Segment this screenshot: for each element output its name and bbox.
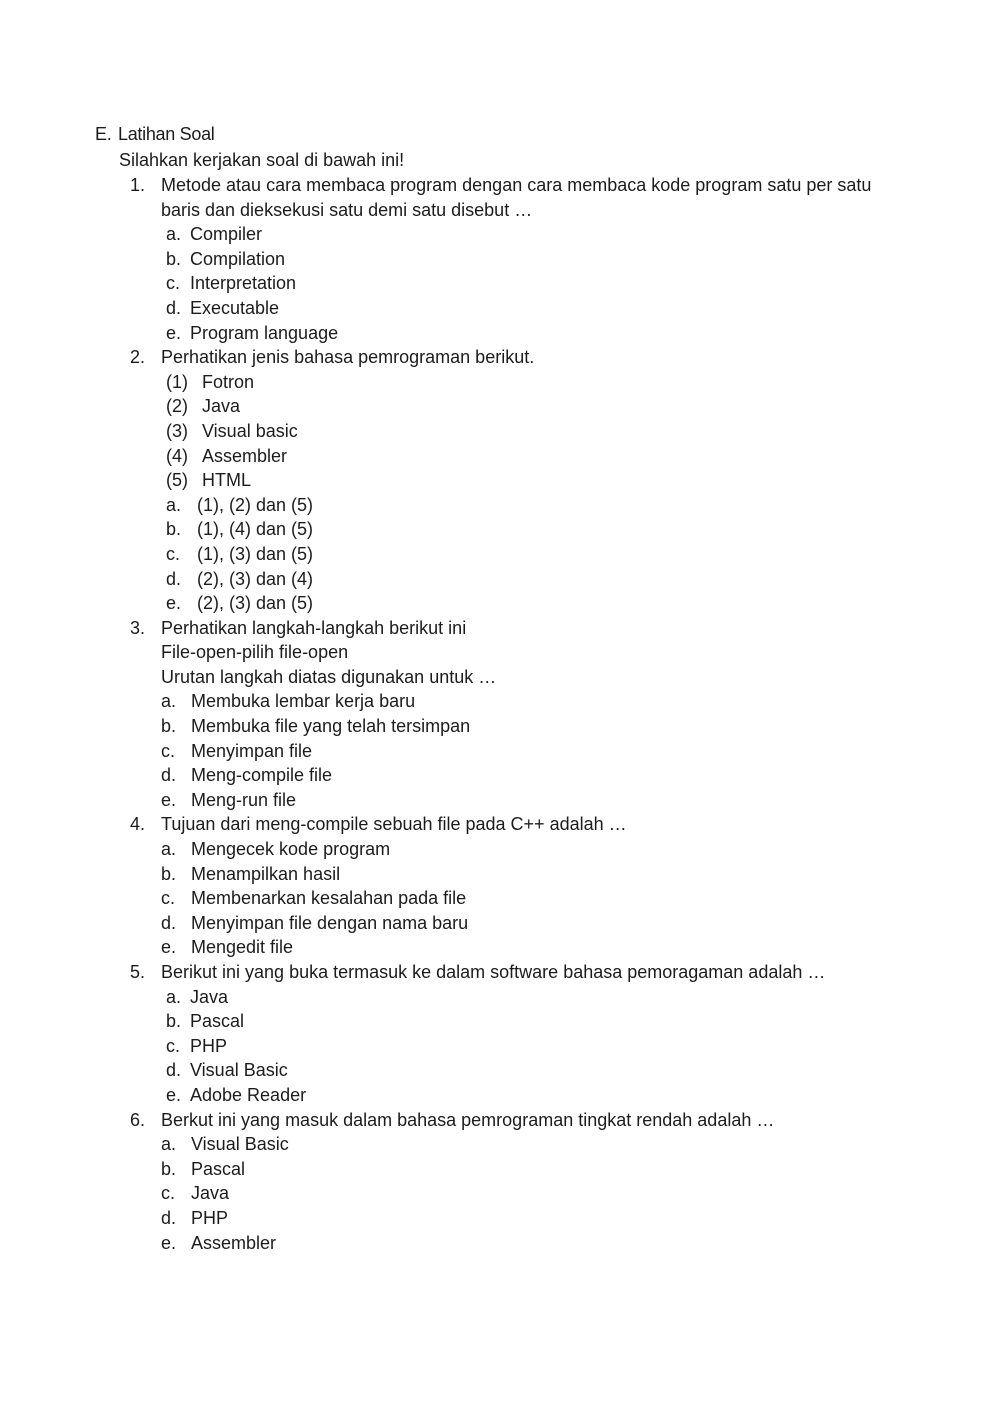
answer-choice	[161, 1058, 900, 1083]
choice-text: Mengedit file	[191, 937, 294, 958]
choice-label: e.	[161, 789, 177, 810]
answer-choice	[161, 271, 900, 296]
answer-choice	[161, 591, 900, 616]
choice-label: c.	[166, 543, 181, 564]
answer-choice	[161, 739, 900, 764]
answer-choice	[161, 1157, 900, 1182]
answer-choice	[161, 1231, 900, 1256]
section-title: Latihan Soal	[118, 124, 215, 144]
question-text: Berkut ini yang masuk dalam bahasa pemrograman tingkat rendah adalah …	[161, 1109, 775, 1130]
choice-text: Menampilkan hasil	[191, 863, 341, 884]
choice-label: e.	[166, 1084, 182, 1105]
answer-choice	[161, 788, 900, 813]
answer-choice	[161, 222, 900, 247]
answer-choice	[161, 1206, 900, 1231]
item-label: (5)	[166, 470, 188, 491]
answer-choice	[161, 542, 900, 567]
choice-text: Membuka lembar kerja baru	[191, 691, 416, 712]
answer-choice	[161, 517, 900, 542]
question-number: 2.	[130, 347, 146, 368]
question-3	[0, 616, 1000, 813]
question-list	[0, 173, 1000, 1255]
answer-choice	[161, 689, 900, 714]
choice-text: PHP	[190, 1035, 228, 1056]
choice-text: (2), (3) dan (5)	[197, 593, 314, 614]
question-text: Metode atau cara membaca program dengan cara membaca kode program satu per satu baris dan dieksekusi satu demi satu disebut …	[161, 175, 872, 220]
choice-label: b.	[166, 248, 182, 269]
question-1	[0, 173, 1000, 345]
choice-text: Compiler	[190, 224, 263, 245]
list-item	[161, 444, 900, 469]
choice-text: Compilation	[190, 248, 286, 269]
choice-text: (2), (3) dan (4)	[197, 568, 314, 589]
item-text: Java	[202, 396, 241, 417]
question-2	[0, 345, 1000, 616]
answer-choice	[161, 567, 900, 592]
choice-label: d.	[161, 912, 177, 933]
question-number: 4.	[130, 814, 146, 835]
list-item	[161, 370, 900, 395]
choice-label: c.	[161, 740, 176, 761]
choice-label: e.	[166, 322, 182, 343]
item-text: HTML	[202, 470, 251, 491]
answer-choice	[161, 1083, 900, 1108]
choice-text: (1), (3) dan (5)	[197, 543, 314, 564]
choice-label: d.	[166, 568, 182, 589]
choice-text: Java	[191, 1183, 230, 1204]
choice-text: Mengecek kode program	[191, 839, 391, 860]
list-item	[161, 394, 900, 419]
section-letter: E.	[95, 124, 112, 144]
choice-text: Assembler	[191, 1232, 277, 1253]
answer-choices	[161, 222, 900, 345]
answer-choice	[161, 1034, 900, 1059]
choice-text: Interpretation	[190, 273, 297, 294]
answer-choice	[161, 862, 900, 887]
answer-choices	[161, 689, 900, 812]
item-label: (2)	[166, 396, 188, 417]
choice-text: Visual Basic	[190, 1060, 288, 1081]
answer-choice	[161, 1181, 900, 1206]
choice-text: Menyimpan file	[191, 740, 313, 761]
choice-text: Executable	[190, 297, 280, 318]
question-steps: File-open-pilih file-open	[161, 642, 349, 663]
item-label: (1)	[166, 371, 188, 392]
choice-text: Visual Basic	[191, 1134, 289, 1155]
choice-label: a.	[166, 986, 182, 1007]
choice-label: b.	[161, 716, 177, 737]
answer-choices	[161, 985, 900, 1108]
answer-choice	[161, 321, 900, 346]
question-4	[0, 812, 1000, 960]
question-number: 5.	[130, 962, 146, 982]
item-text: Fotron	[202, 371, 255, 392]
choice-text: (1), (4) dan (5)	[197, 519, 314, 540]
item-label: (3)	[166, 420, 188, 441]
choice-text: Program language	[190, 322, 339, 343]
answer-choice	[161, 296, 900, 321]
answer-choice	[161, 935, 900, 960]
answer-choice	[161, 493, 900, 518]
choice-text: (1), (2) dan (5)	[197, 494, 314, 515]
choice-text: Java	[190, 986, 229, 1007]
choice-label: c.	[166, 1035, 181, 1056]
choice-label: e.	[161, 937, 177, 958]
choice-text: Adobe Reader	[190, 1084, 307, 1105]
choice-text: Membuka file yang telah tersimpan	[191, 716, 471, 737]
question-text: Perhatikan jenis bahasa pemrograman berikut.	[161, 347, 535, 368]
list-item	[161, 468, 900, 493]
choice-label: d.	[166, 297, 182, 318]
choice-label: b.	[161, 863, 177, 884]
answer-choice	[161, 1009, 900, 1034]
question-text: Berikut ini yang buka termasuk ke dalam software bahasa pemoragaman adalah …	[161, 962, 826, 982]
choice-text: Pascal	[191, 1158, 246, 1179]
choice-label: a.	[161, 839, 177, 860]
answer-choice	[161, 247, 900, 272]
section-heading	[95, 122, 214, 146]
question-number: 6.	[130, 1109, 146, 1130]
choice-label: c.	[166, 273, 181, 294]
choice-text: Menyimpan file dengan nama baru	[191, 912, 469, 933]
answer-choices	[161, 1132, 900, 1255]
question-number: 3.	[130, 617, 146, 638]
choice-label: a.	[161, 691, 177, 712]
list-item	[161, 419, 900, 444]
choice-label: a.	[161, 1134, 177, 1155]
question-text: Perhatikan langkah-langkah berikut ini	[161, 617, 467, 638]
answer-choice	[161, 763, 900, 788]
choice-text: PHP	[191, 1207, 229, 1228]
answer-choice	[161, 886, 900, 911]
item-text: Visual basic	[202, 420, 298, 441]
question-prompt: Urutan langkah diatas digunakan untuk …	[161, 666, 497, 687]
answer-choice	[161, 911, 900, 936]
choice-label: d.	[166, 1060, 182, 1081]
choice-text: Meng-compile file	[191, 765, 333, 786]
choice-label: b.	[166, 1011, 182, 1032]
question-number: 1.	[130, 175, 146, 195]
item-label: (4)	[166, 445, 188, 466]
choice-text: Meng-run file	[191, 789, 297, 810]
choice-label: e.	[166, 593, 182, 614]
choice-text: Pascal	[190, 1011, 245, 1032]
item-text: Assembler	[202, 445, 288, 466]
choice-label: a.	[166, 494, 182, 515]
choice-label: b.	[161, 1158, 177, 1179]
question-5	[0, 960, 1000, 1108]
question-6	[0, 1108, 1000, 1256]
choice-label: c.	[161, 888, 176, 909]
question-text: Tujuan dari meng-compile sebuah file pada C++ adalah …	[161, 814, 627, 835]
answer-choice	[161, 714, 900, 739]
answer-choice	[161, 1132, 900, 1157]
choice-label: e.	[161, 1232, 177, 1253]
section-instruction: Silahkan kerjakan soal di bawah ini!	[119, 150, 405, 170]
language-list	[161, 370, 900, 493]
choice-label: c.	[161, 1183, 176, 1204]
answer-choice	[161, 837, 900, 862]
answer-choices	[161, 837, 900, 960]
choice-label: b.	[166, 519, 182, 540]
choice-label: d.	[161, 1207, 177, 1228]
choice-label: d.	[161, 765, 177, 786]
choice-label: a.	[166, 224, 182, 245]
answer-choices	[161, 493, 900, 616]
answer-choice	[161, 985, 900, 1010]
choice-text: Membenarkan kesalahan pada file	[191, 888, 467, 909]
